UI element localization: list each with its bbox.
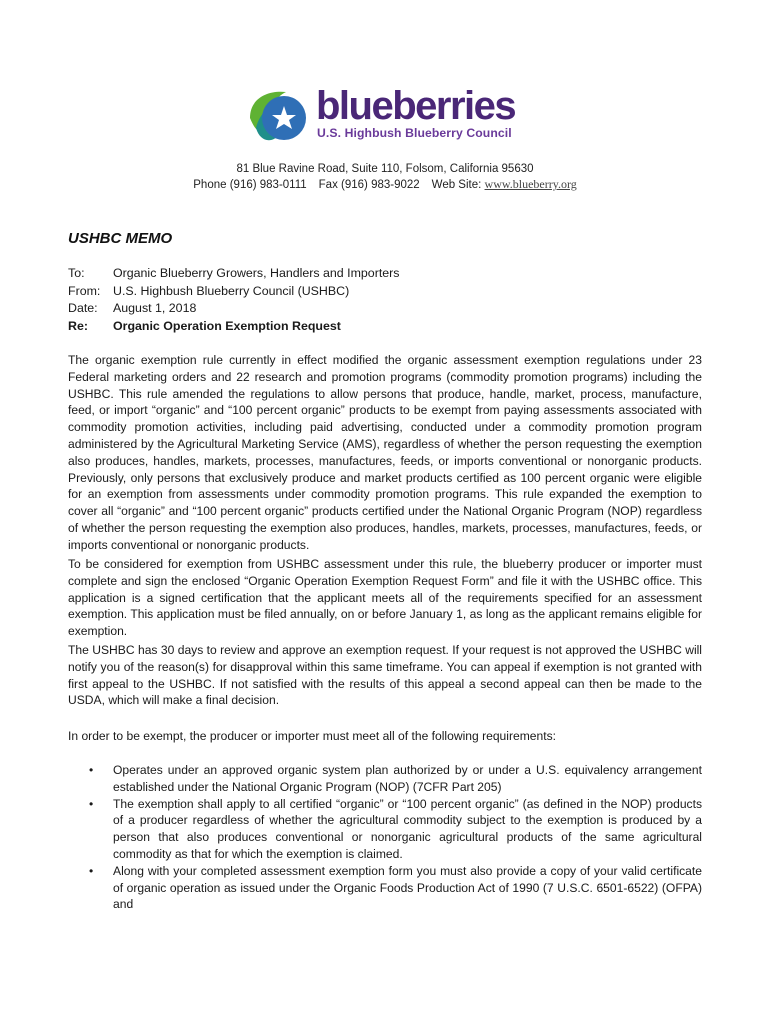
from-row <box>68 283 399 301</box>
blueberry-leaf-logo-icon <box>246 88 314 148</box>
list-item <box>68 762 702 796</box>
re-label: Re: <box>68 318 88 333</box>
list-item-text: The exemption shall apply to all certified “organic” or “100 percent organic” (as defined in the NOP) products of a producer regardless of whether the agricultural commodity subject to the exemption is produced by a person that also produces conventional or nonorganic agricultural products of the same agricultural commodity as that for which the exemption is claimed. <box>113 796 702 861</box>
list-item <box>68 796 702 863</box>
memo-title: USHBC MEMO <box>68 230 173 247</box>
to-row <box>68 265 399 283</box>
contact-line <box>0 177 770 193</box>
list-item <box>68 863 702 913</box>
to-value: Organic Blueberry Growers, Handlers and Importers <box>113 266 400 280</box>
date-value: August 1, 2018 <box>113 301 197 316</box>
fax-number: Fax (916) 983-9022 <box>318 179 420 191</box>
address-line: 81 Blue Ravine Road, Suite 110, Folsom, California 95630 <box>236 163 534 175</box>
date-label: Date: <box>68 301 98 316</box>
to-label: To: <box>68 266 85 280</box>
list-item-text: Operates under an approved organic system plan authorized by or under a U.S. equivalency arrangement established under the National Organic Program (NOP) (7CFR Part 205) <box>113 763 702 794</box>
bullet-icon: • <box>89 863 94 878</box>
requirements-list <box>68 762 702 913</box>
paragraph-3: The USHBC has 30 days to review and approve an exemption request. If your request is not approved the USHBC will notify you of the reason(s) for disapproval within this same timeframe. You can appeal if exemption is not granted with first appeal to the USHBC. If not satisfied with the results of this appeal a second appeal can then be made to the USDA, which will make a final decision. <box>68 643 702 708</box>
logo-word-berries: berries <box>392 84 516 128</box>
paragraph-1: The organic exemption rule currently in effect modified the organic assessment exemption regulations under 23 Federal marketing orders and 22 research and promotion programs (commodity promotion programs) including the USHBC. This rule amended the regulations to allow persons that produce, handle, market, process, manufacture, feed, or import “organic” and “100 percent organic” products to be exempt from paying assessments associated with commodity promotion activities, including paid advertising, conducted under a commodity promotion program administered by the Agricultural Marketing Service (AMS), regardless of whether the person requesting the exemption also produces, handles, markets, processes, manufactures, feeds, or imports conventional or nonorganic products. Previously, only persons that exclusively produce and market products certified as 100 percent organic were eligible for an exemption from assessments under commodity promotion programs. This rule expanded the exemption to cover all “organic” and “100 percent organic” products certified under the National Organic Program (NOP) regardless of whether the person requesting the exemption also produces, handles, markets, processes, manufactures, feeds, or imports conventional or nonorganic products. <box>68 353 702 552</box>
bullet-icon: • <box>89 796 94 811</box>
bullet-icon: • <box>89 763 94 777</box>
web-label: Web Site: <box>431 179 482 191</box>
ushbc-logo <box>246 86 526 150</box>
website-link[interactable]: www.blueberry.org <box>484 177 577 191</box>
logo-word-blue: blue <box>316 84 393 128</box>
list-item-text: Along with your completed assessment exemption form you must also provide a copy of your valid certificate of organic operation as issued under the Organic Foods Production Act of 1990 (7 U.S.C. 6501-6522) (OFPA) and <box>113 863 702 912</box>
from-label: From: <box>68 283 101 298</box>
paragraph-4: In order to be exempt, the producer or importer must meet all of the following requirements: <box>68 729 557 743</box>
re-row <box>68 318 399 336</box>
paragraph-2: To be considered for exemption from USHBC assessment under this rule, the blueberry producer or importer must complete and sign the enclosed “Organic Operation Exemption Request Form” and file it with the USHBC office. This application is a signed certification that the applicant meets all of the requirements specified for an assessment exemption. This application must be filed annually, on or before January 1, as long as the applicant remains eligible for exemption. <box>68 557 702 639</box>
memo-header <box>68 265 399 335</box>
logo-wordmark <box>316 82 515 130</box>
from-value: U.S. Highbush Blueberry Council (USHBC) <box>113 283 350 298</box>
phone-number: Phone (916) 983-0111 <box>193 179 307 191</box>
re-value: Organic Operation Exemption Request <box>113 318 341 333</box>
date-row <box>68 300 399 318</box>
logo-subtitle: U.S. Highbush Blueberry Council <box>317 126 512 140</box>
